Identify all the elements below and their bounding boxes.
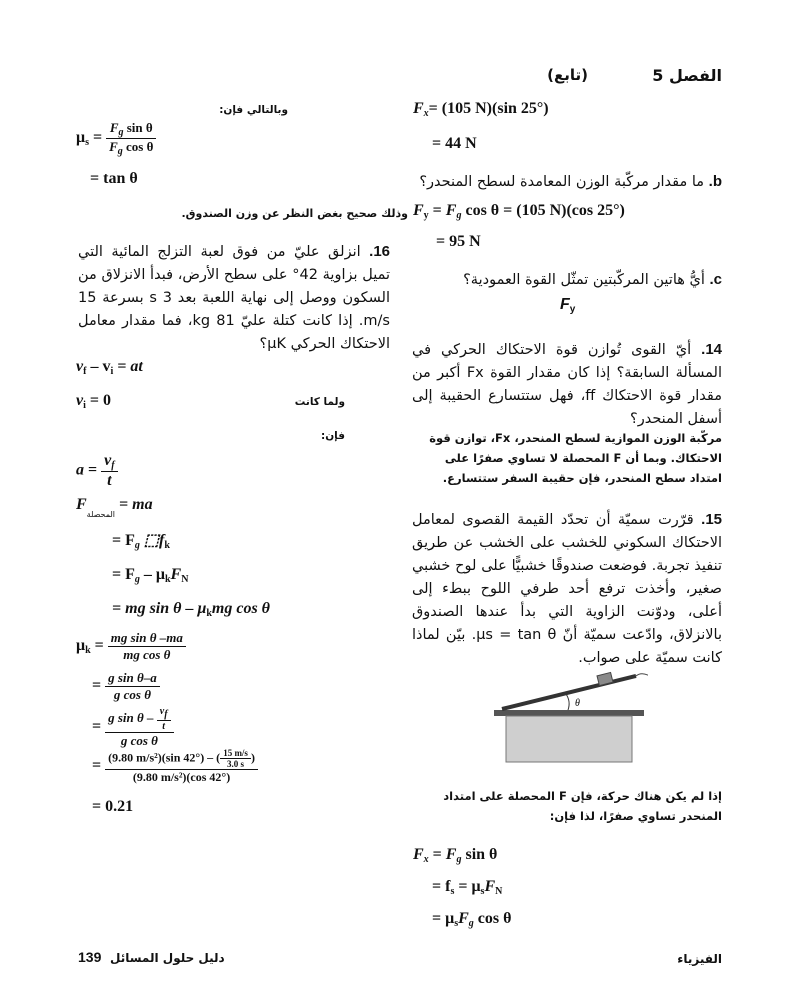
question-15-answer: إذا لم يكن هناك حركة، فإن F المحصلة على امتداد المنحدر تساوي صفرًا، لذا فإن: — [443, 789, 722, 823]
footer-page-number: 139 — [78, 949, 102, 965]
mu-s-fraction: $\mu_s$ = $\frac{F_g \sin \theta}{F_g \cos \theta}$ — [76, 120, 156, 157]
then-label: فإن: — [321, 430, 345, 442]
net-force-ma: $F_{المحصلة}$ = ma — [76, 496, 153, 519]
net-force-eq-1: $F_x = F_g$ sin θ — [413, 846, 498, 865]
mu-k-result: = 0.21 — [92, 798, 134, 815]
angle-arc — [566, 694, 569, 710]
question-16: 16. انزلق عليّ من فوق لعبة التزلج المائية التي تميل بزاوية 42° على سطح الأرض، فبدأ الانزلاق من السكون ووصل إلى نهاية اللعبة بعد 3 s بسرعة 15 m/s. إذا كانت كتلة عليّ 81 kg، فما مقدار معامل الاحتكاك الحركي μK؟ — [78, 243, 391, 352]
mu-k-eq-1: $\mu_k$ = $\frac{\text{mg sin θ –ma}}{\text{mg cos θ}}$ — [76, 630, 186, 663]
continued-label: (تابع) — [547, 66, 588, 84]
question-14: 14. أيّ القوى تُوازن قوة الاحتكاك الحركي في المسألة السابقة؟ إذا كان مقدار القوة Fx أكبر من مقدار قوة الاحتكاك ff، فهل ستتسارع الحقيبة إلى أسفل المنحدر؟ — [412, 341, 722, 427]
chapter-label: الفصل 5 — [652, 66, 722, 85]
net-force-eq-3: = $\mu_sF_g$ cos θ — [432, 910, 512, 929]
initial-velocity-eq: $v_i = 0$ — [76, 392, 112, 411]
footer-guide: دليل حلول المسائل — [110, 951, 225, 965]
question-b: b. ما مقدار مركّبة الوزن المعامدة لسطح المنحدر؟ — [419, 173, 722, 190]
fy-equation-2: = 95 N — [436, 233, 481, 250]
since-label: ولما كانت — [294, 396, 345, 408]
table-body — [506, 716, 632, 762]
independent-note: وذلك صحيح بغض النظر عن وزن الصندوق. — [181, 207, 408, 220]
question-c-answer: $F_y$ — [560, 296, 576, 315]
mu-k-eq-2: = $\frac{\text{g sin θ–a}}{\text{g cos θ}}$ — [92, 670, 160, 703]
net-force-eq-expanded: = mg sin θ – $\mu_kmg$ cos θ — [112, 600, 270, 619]
question-14-answer: مركّبة الوزن الموازية لسطح المنحدر، Fx، توازن قوة الاحتكاك. وبما أن F المحصلة لا تساوي صفرًا على امتداد سطح المنحدر، فإن حقيبة السفر ستتسارع. — [429, 431, 722, 485]
kinematics-eq: $v_f - v_i$ = at — [76, 358, 143, 377]
hand-icon — [636, 674, 648, 680]
fx-equation-1: $F_x= (105$ N)(sin 25°) — [413, 100, 549, 119]
mu-k-eq-4: = (9.80 m/s²)(sin 42°) – ( $\frac{15 m/s}{3.0 s}$ ) (9.80 m/s²)(cos 42°) — [92, 748, 258, 785]
acceleration-eq: a = $\frac{v_f}{t}$ — [76, 452, 118, 490]
question-c: c. أيُّ هاتين المركّبتين تمثّل القوة العمودية؟ — [463, 271, 722, 288]
incline-figure — [488, 664, 648, 764]
footer-subject: الفيزياء — [677, 952, 722, 966]
net-subscript: المحصلة — [86, 510, 115, 519]
mu-k-eq-3: = g sin θ – $\frac{vf}{t}$ g cos θ — [92, 706, 174, 749]
tabletop — [494, 710, 644, 716]
therefore-label: وبالتالي فإن: — [219, 104, 288, 116]
net-force-eq-2: = $f_s = \mu_sF_N$ — [432, 878, 503, 897]
fx-equation-2: = 44 N — [432, 135, 477, 152]
question-15: 15. قرّرت سميّة أن تحدّد القيمة القصوى لمعامل الاحتكاك السكوني للخشب على الخشب عن طريق تنفيذ تجربة. فوضعت صندوقًا خشبيًّا على لوح خشبي صغير، وأخذت ترفع أحد طرفي اللوح ببطء إلى أعلى، ودوّنت الزاوية التي بدأ عندها الصندوق بالانزلاق، وادّعت سميّة أنّ μs = tan θ. بيّن لماذا كانت سميّة على صواب. — [412, 511, 722, 666]
theta-label: θ — [575, 698, 580, 709]
fy-equation-1: $F_y = F_g$ cos θ = (105 N)(cos 25°) — [413, 202, 625, 221]
tan-result: = tan θ — [90, 170, 138, 187]
net-force-eq-normal: = $F_g - \mu_kF_N$ — [112, 566, 189, 585]
net-force-eq-friction: = $F_g$ $⬚f_k$ — [112, 532, 170, 551]
